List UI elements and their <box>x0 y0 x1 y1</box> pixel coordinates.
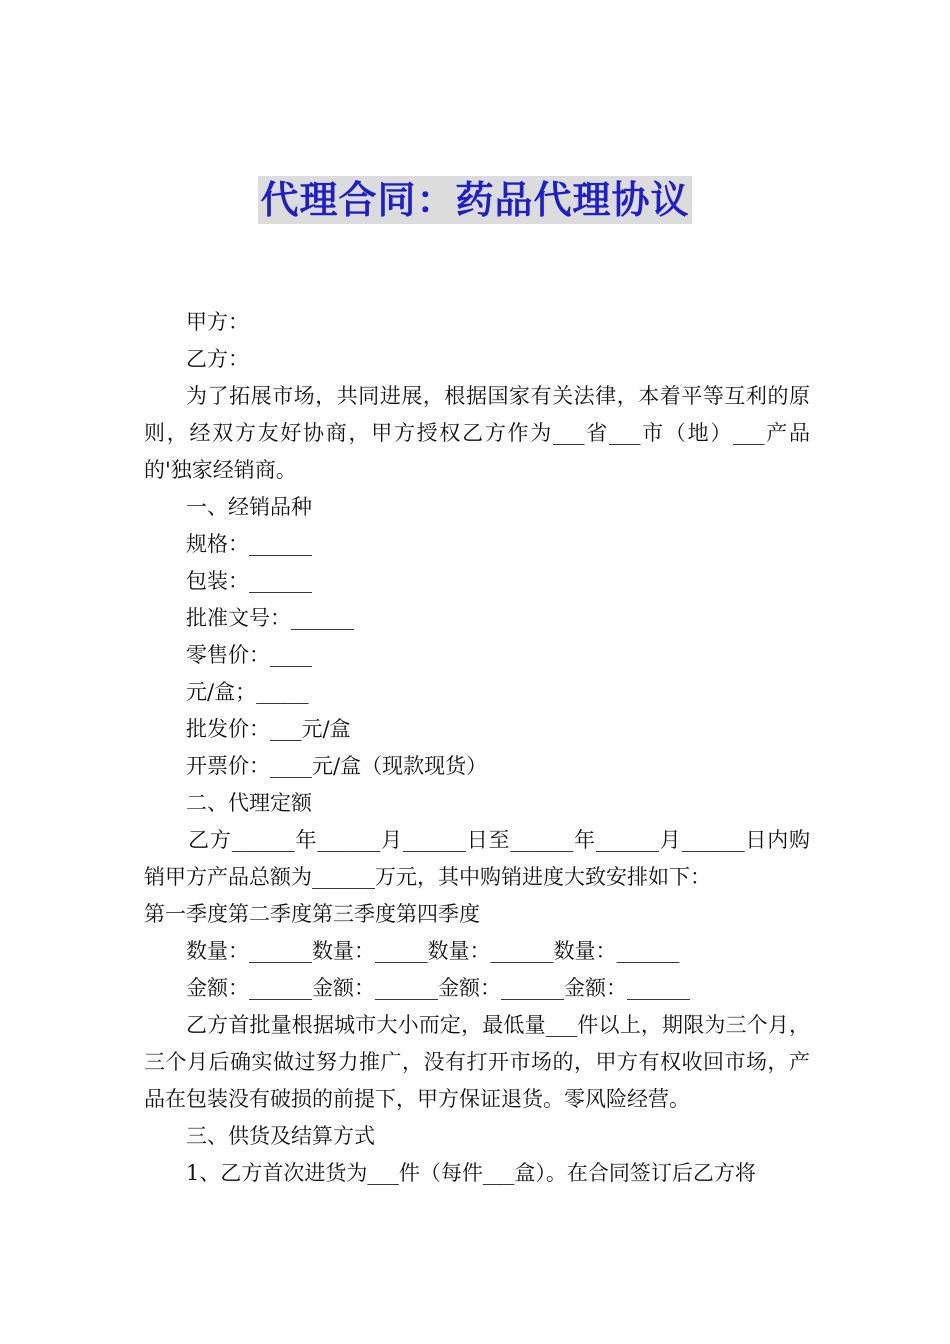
field-approval-number: 批准文号：______ <box>186 606 354 630</box>
section-heading-quota: 二、代理定额 <box>186 791 312 815</box>
field-invoice-price: 开票价：____元/盒（现款现货） <box>186 754 488 778</box>
paragraph-party-a: 甲方： <box>186 310 249 334</box>
field-packaging: 包装：______ <box>186 569 312 593</box>
field-retail-price: 零售价：____ <box>186 643 312 667</box>
paragraph-first-order: 乙方首批量根据城市大小而定，最低量___件以上，期限为三个月，三个月后确实做过努力推广，没有打开市场的，甲方有权收回市场，产品在包装没有破损的前提下，甲方保证退货。零风险经营。 <box>144 1013 810 1111</box>
section-heading-products: 一、经销品种 <box>186 495 312 519</box>
field-spec: 规格：______ <box>186 532 312 556</box>
field-unit-price: 元/盒；_____ <box>186 680 309 704</box>
paragraph-quantities: 数量：______数量：_____数量：______数量：______ <box>186 939 680 963</box>
paragraph-party-b: 乙方： <box>186 347 249 371</box>
paragraph-quarters: 第一季度第二季度第三季度第四季度 <box>144 902 480 926</box>
document-title: 代理合同：药品代理协议 <box>260 178 690 222</box>
paragraph-supply-1: 1、乙方首次进货为___件（每件___盒）。在合同签订后乙方将 <box>186 1161 756 1185</box>
field-wholesale-price: 批发价：___元/盒 <box>186 717 351 741</box>
section-heading-supply: 三、供货及结算方式 <box>186 1124 375 1148</box>
document-body <box>144 304 810 1192</box>
paragraph-quota-period: 乙方______年______月______日至______年______月______日内购销甲方产品总额为______万元，其中购销进度大致安排如下： <box>144 828 810 889</box>
paragraph-preamble: 为了拓展市场，共同进展，根据国家有关法律，本着平等互利的原则，经双方友好协商，甲方授权乙方作为___省___市（地）___产品的'独家经销商。 <box>144 384 810 482</box>
title-container <box>0 176 950 224</box>
paragraph-amounts: 金额：______金额：______金额：______金额：______ <box>186 976 690 1000</box>
